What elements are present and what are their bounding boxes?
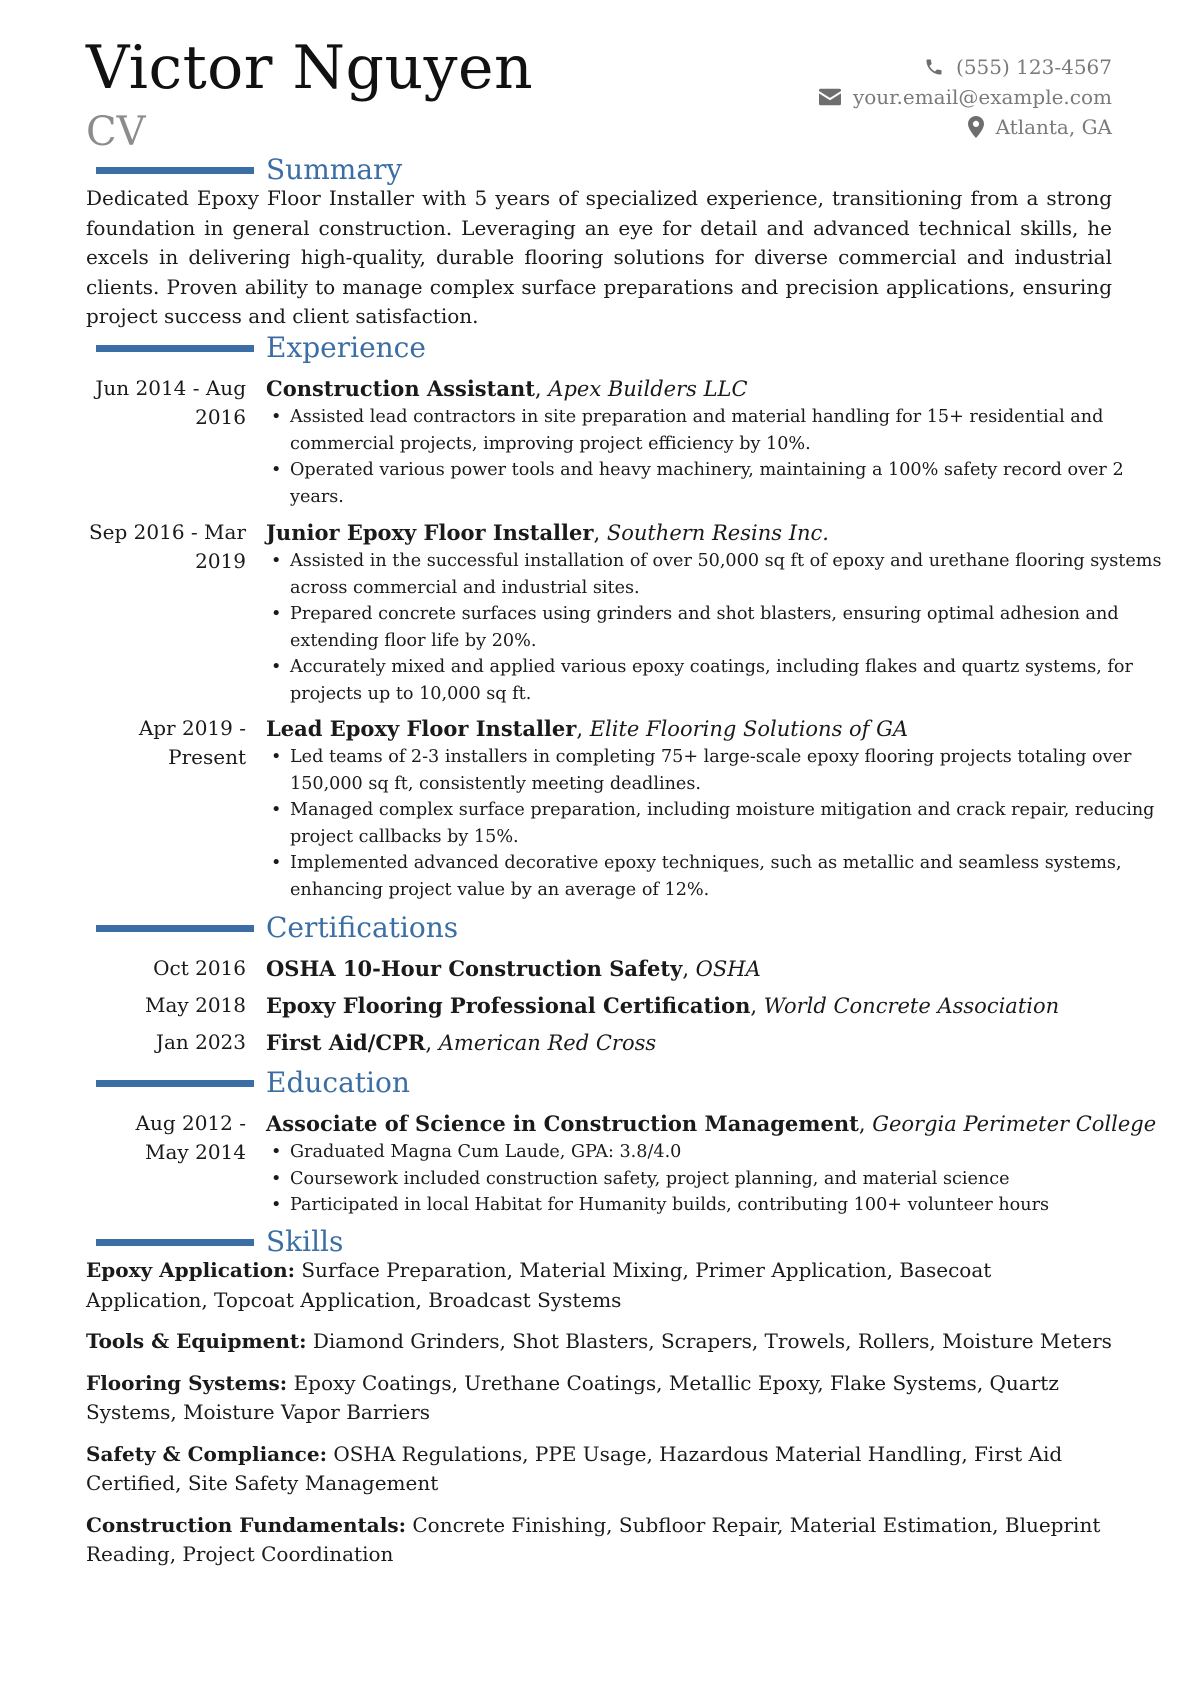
skill-items: Epoxy Coatings, Urethane Coatings, Metallic Epoxy, Flake Systems, Quartz Systems, Moisture Vapor Barriers [86,1370,1059,1424]
contact-email [819,82,1112,112]
employer: Southern Resins Inc. [606,521,829,545]
job-title: Junior Epoxy Floor Installer [266,520,594,545]
list-item: • Graduated Magna Cum Laude, GPA: 3.8/4.0 [266,1139,1166,1166]
certification-issuer: American Red Cross [438,1031,657,1055]
list-item: • Coursework included construction safety, project planning, and material science [266,1166,1166,1193]
map-pin-icon [968,116,984,138]
entry-content [266,1109,1166,1219]
entry-heading: Lead Epoxy Floor Installer, Elite Flooring Solutions of GA [266,716,909,741]
date-end: May 2014 [145,1140,246,1164]
entry-heading: First Aid/CPR, American Red Cross [266,1030,657,1055]
list-item: • Participated in local Habitat for Humanity builds, contributing 100+ volunteer hours [266,1192,1166,1219]
bullet-list [266,404,1166,510]
skill-label: Construction Fundamentals: [86,1512,406,1537]
summary-section-header [96,153,402,187]
education-section-header [96,1066,410,1100]
date-end: 2019 [195,549,246,573]
entry-content [266,518,1166,707]
location-text: Atlanta, GA [995,115,1112,139]
date-end: Present [168,745,246,769]
degree: Associate of Science in Construction Management [266,1111,859,1136]
entry-content [266,991,1166,1021]
date-start: Aug 2012 - [135,1111,246,1135]
entry-heading: Epoxy Flooring Professional Certification, World Concrete Association [266,993,1060,1018]
skill-label: Tools & Equipment: [86,1329,307,1353]
employer: Apex Builders LLC [548,377,748,401]
job-title: Construction Assistant [266,376,535,401]
section-accent-bar [96,925,254,932]
school: Georgia Perimeter College [872,1112,1157,1136]
section-title: Summary [266,153,403,186]
list-item: • Accurately mixed and applied various epoxy coatings, including flakes and quartz systems, for projects up to 10,000 sq ft. [266,654,1166,707]
skill-label: Flooring Systems: [86,1370,288,1395]
list-item: • Prepared concrete surfaces using grinders and shot blasters, ensuring optimal adhesion and extending floor life by 20%. [266,601,1166,654]
entry-content [266,1028,1166,1058]
list-item: • Assisted in the successful installation of over 50,000 sq ft of epoxy and urethane flooring systems across commercial and industrial sites. [266,548,1166,601]
list-item: • Operated various power tools and heavy machinery, maintaining a 100% safety record over 2 years. [266,457,1166,510]
summary-text: Dedicated Epoxy Floor Installer with 5 years of specialized experience, transitioning from a strong foundation in general construction. Leveraging an eye for detail and advanced technical skills, he excels in delivering high-quality, durable flooring solutions for diverse commercial and industrial clients. Proven ability to manage complex surface preparations and precision applications, ensuring project success and client satisfaction. [86,186,1112,328]
skill-group [86,1440,1114,1499]
section-title: Experience [266,331,426,364]
certification-name: Epoxy Flooring Professional Certification [266,993,751,1018]
bullet-list [266,744,1166,903]
skill-items: Concrete Finishing, Subfloor Repair, Material Estimation, Blueprint Reading, Project Coordination [86,1512,1101,1566]
bullet-list [266,1139,1166,1219]
list-item: • Led teams of 2-3 installers in completing 75+ large-scale epoxy flooring projects totaling over 150,000 sq ft, consistently meeting deadlines. [266,744,1166,797]
list-item: • Assisted lead contractors in site preparation and material handling for 15+ residential and commercial projects, improving project efficiency by 10%. [266,404,1166,457]
email-link[interactable]: your.email@example.com [852,85,1112,109]
entry-content [266,954,1166,984]
skill-group [86,1327,1114,1357]
certification-name: First Aid/CPR [266,1030,426,1055]
contact-phone [819,52,1112,82]
section-accent-bar [96,167,254,174]
skill-label: Safety & Compliance: [86,1441,327,1466]
phone-icon [924,57,944,77]
date-start: Sep 2016 - Mar [88,520,246,544]
contact-block [819,52,1112,142]
section-title: Certifications [266,911,459,944]
section-accent-bar [96,1239,254,1246]
bullet-list [266,548,1166,707]
skill-group [86,1511,1114,1570]
skill-label: Epoxy Application: [86,1258,295,1282]
experience-section-header [96,331,426,365]
date-end: 2016 [195,405,246,429]
contact-location [819,112,1112,142]
skill-items: Diamond Grinders, Shot Blasters, Scrapers, Trowels, Rollers, Moisture Meters [312,1329,1112,1353]
job-title: Lead Epoxy Floor Installer [266,716,577,741]
entry-content [266,374,1166,510]
skills-section-header [96,1225,343,1259]
section-accent-bar [96,345,254,352]
candidate-name: Victor Nguyen [86,33,534,103]
section-title: Skills [266,1225,344,1258]
entry-date: Oct 2016 [153,956,246,980]
date-start: Jun 2014 - Aug [95,376,246,400]
entry-heading: Junior Epoxy Floor Installer, Southern Resins Inc. [266,520,829,545]
section-title: Education [266,1066,410,1099]
employer: Elite Flooring Solutions of GA [589,717,909,741]
envelope-icon [819,88,841,106]
certification-issuer: World Concrete Association [763,994,1060,1018]
list-item: • Managed complex surface preparation, including moisture mitigation and crack repair, reducing project callbacks by 15%. [266,797,1166,850]
entry-content [266,714,1166,903]
entry-date [86,374,246,432]
certification-name: OSHA 10-Hour Construction Safety [266,956,683,981]
certifications-section-header [96,911,458,945]
skill-group [86,1256,1114,1315]
skill-items: Surface Preparation, Material Mixing, Primer Application, Basecoat Application, Topcoat Application, Broadcast Systems [86,1258,992,1312]
entry-heading: OSHA 10-Hour Construction Safety, OSHA [266,956,761,981]
entry-date: May 2018 [145,993,246,1017]
skill-group [86,1369,1114,1428]
skills-list [86,1256,1114,1582]
section-accent-bar [96,1080,254,1087]
entry-heading: Construction Assistant, Apex Builders LLC [266,376,748,401]
entry-heading: Associate of Science in Construction Management, Georgia Perimeter College [266,1111,1157,1136]
list-item: • Implemented advanced decorative epoxy techniques, such as metallic and seamless systems, enhancing project value by an average of 12%. [266,850,1166,903]
date-start: Apr 2019 - [138,716,246,740]
entry-date [86,518,246,576]
certification-issuer: OSHA [695,957,761,981]
phone-text: (555) 123-4567 [956,55,1112,79]
entry-date [86,1109,246,1167]
entry-date [86,714,246,772]
entry-date: Jan 2023 [155,1030,246,1054]
document-subtitle: CV [86,109,146,155]
skill-items: OSHA Regulations, PPE Usage, Hazardous Material Handling, First Aid Certified, Site Safety Management [86,1441,1063,1495]
